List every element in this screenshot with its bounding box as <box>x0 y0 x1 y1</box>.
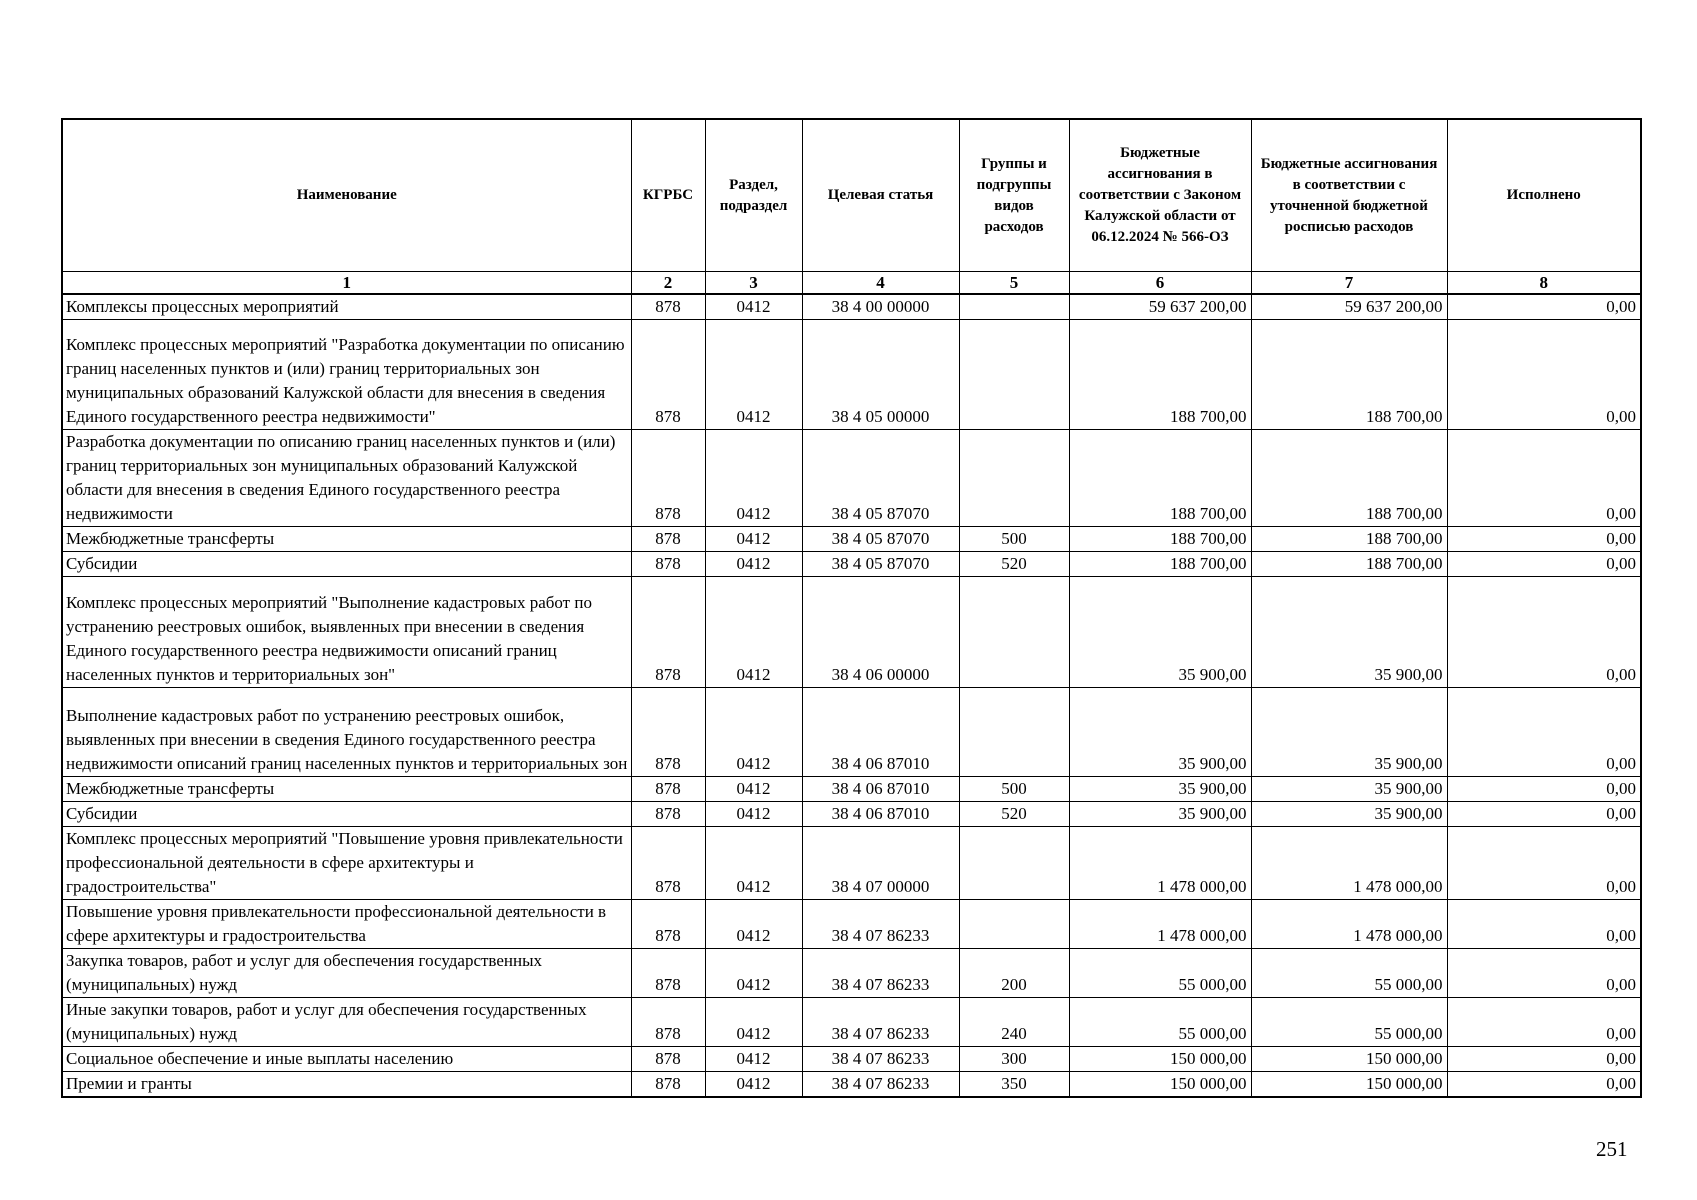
cell-executed: 0,00 <box>1447 827 1641 900</box>
header-name: Наименование <box>62 119 631 272</box>
cell-revised-allocation: 35 900,00 <box>1251 802 1447 827</box>
cell-revised-allocation: 55 000,00 <box>1251 949 1447 998</box>
cell-name: Субсидии <box>62 802 631 827</box>
cell-target-article: 38 4 06 87010 <box>802 777 959 802</box>
header-expense-group: Группы и подгруппы видов расходов <box>959 119 1069 272</box>
cell-name: Комплекс процессных мероприятий "Выполнение кадастровых работ по устранению реестровых ошибок, выявленных при внесении в сведения Единого государственного реестра недвижимости описаний границ населенных пунктов и территориальных зон" <box>62 577 631 688</box>
cell-kgrbs: 878 <box>631 998 705 1047</box>
cell-kgrbs: 878 <box>631 320 705 430</box>
header-law-allocation: Бюджетные ассигнования в соответствии с Законом Калужской области от 06.12.2024 № 566-ОЗ <box>1069 119 1251 272</box>
cell-section: 0412 <box>705 998 802 1047</box>
cell-name: Выполнение кадастровых работ по устранению реестровых ошибок, выявленных при внесении в сведения Единого государственного реестра недвижимости описаний границ населенных пунктов и территориальных зон <box>62 688 631 777</box>
cell-section: 0412 <box>705 577 802 688</box>
cell-section: 0412 <box>705 552 802 577</box>
cell-kgrbs: 878 <box>631 777 705 802</box>
cell-expense-group <box>959 577 1069 688</box>
cell-executed: 0,00 <box>1447 320 1641 430</box>
cell-section: 0412 <box>705 1072 802 1098</box>
table-row <box>62 320 1641 430</box>
cell-target-article: 38 4 07 86233 <box>802 1047 959 1072</box>
cell-law-allocation: 188 700,00 <box>1069 430 1251 527</box>
cell-law-allocation: 188 700,00 <box>1069 552 1251 577</box>
cell-law-allocation: 55 000,00 <box>1069 949 1251 998</box>
table-row <box>62 527 1641 552</box>
cell-kgrbs: 878 <box>631 1072 705 1098</box>
header-section: Раздел, подраздел <box>705 119 802 272</box>
table-body <box>62 272 1641 1098</box>
cell-executed: 0,00 <box>1447 527 1641 552</box>
cell-executed: 0,00 <box>1447 294 1641 320</box>
cell-law-allocation: 35 900,00 <box>1069 688 1251 777</box>
cell-executed: 0,00 <box>1447 688 1641 777</box>
cell-kgrbs: 878 <box>631 688 705 777</box>
cell-expense-group: 200 <box>959 949 1069 998</box>
cell-executed: 0,00 <box>1447 1047 1641 1072</box>
table-row <box>62 294 1641 320</box>
cell-section: 0412 <box>705 827 802 900</box>
cell-revised-allocation: 35 900,00 <box>1251 777 1447 802</box>
cell-expense-group <box>959 688 1069 777</box>
table-row <box>62 1047 1641 1072</box>
cell-executed: 0,00 <box>1447 777 1641 802</box>
cell-kgrbs: 878 <box>631 577 705 688</box>
cell-expense-group: 500 <box>959 777 1069 802</box>
cell-revised-allocation: 1 478 000,00 <box>1251 827 1447 900</box>
cell-target-article: 38 4 06 87010 <box>802 802 959 827</box>
column-number: 4 <box>802 272 959 295</box>
cell-name: Субсидии <box>62 552 631 577</box>
cell-section: 0412 <box>705 320 802 430</box>
table-row <box>62 430 1641 527</box>
cell-expense-group: 300 <box>959 1047 1069 1072</box>
cell-kgrbs: 878 <box>631 294 705 320</box>
cell-target-article: 38 4 06 87010 <box>802 688 959 777</box>
column-number: 5 <box>959 272 1069 295</box>
table-header <box>62 119 1641 272</box>
cell-law-allocation: 1 478 000,00 <box>1069 900 1251 949</box>
cell-target-article: 38 4 07 86233 <box>802 1072 959 1098</box>
table-row <box>62 688 1641 777</box>
cell-name: Иные закупки товаров, работ и услуг для обеспечения государственных (муниципальных) нужд <box>62 998 631 1047</box>
cell-law-allocation: 150 000,00 <box>1069 1047 1251 1072</box>
cell-section: 0412 <box>705 900 802 949</box>
cell-expense-group: 500 <box>959 527 1069 552</box>
cell-executed: 0,00 <box>1447 900 1641 949</box>
cell-kgrbs: 878 <box>631 1047 705 1072</box>
cell-target-article: 38 4 07 86233 <box>802 900 959 949</box>
cell-expense-group: 350 <box>959 1072 1069 1098</box>
budget-table <box>61 118 1642 1098</box>
table-row <box>62 998 1641 1047</box>
cell-revised-allocation: 188 700,00 <box>1251 552 1447 577</box>
cell-expense-group <box>959 294 1069 320</box>
cell-revised-allocation: 59 637 200,00 <box>1251 294 1447 320</box>
cell-name: Межбюджетные трансферты <box>62 777 631 802</box>
cell-target-article: 38 4 06 00000 <box>802 577 959 688</box>
cell-law-allocation: 188 700,00 <box>1069 527 1251 552</box>
cell-target-article: 38 4 07 86233 <box>802 998 959 1047</box>
cell-law-allocation: 35 900,00 <box>1069 777 1251 802</box>
cell-target-article: 38 4 00 00000 <box>802 294 959 320</box>
cell-law-allocation: 35 900,00 <box>1069 577 1251 688</box>
cell-executed: 0,00 <box>1447 802 1641 827</box>
cell-revised-allocation: 150 000,00 <box>1251 1072 1447 1098</box>
cell-kgrbs: 878 <box>631 900 705 949</box>
cell-expense-group <box>959 827 1069 900</box>
table-row <box>62 949 1641 998</box>
header-revised-allocation: Бюджетные ассигнования в соответствии с уточненной бюджетной росписью расходов <box>1251 119 1447 272</box>
cell-name: Комплекс процессных мероприятий "Повышение уровня привлекательности профессиональной деятельности в сфере архитектуры и градостроительства" <box>62 827 631 900</box>
cell-executed: 0,00 <box>1447 552 1641 577</box>
cell-section: 0412 <box>705 688 802 777</box>
header-row <box>62 119 1641 272</box>
column-number-row <box>62 272 1641 295</box>
cell-section: 0412 <box>705 430 802 527</box>
cell-expense-group <box>959 320 1069 430</box>
header-target-article: Целевая статья <box>802 119 959 272</box>
cell-expense-group: 520 <box>959 552 1069 577</box>
cell-kgrbs: 878 <box>631 802 705 827</box>
column-number: 6 <box>1069 272 1251 295</box>
cell-expense-group <box>959 900 1069 949</box>
table-row <box>62 900 1641 949</box>
cell-executed: 0,00 <box>1447 949 1641 998</box>
cell-revised-allocation: 35 900,00 <box>1251 577 1447 688</box>
cell-section: 0412 <box>705 777 802 802</box>
cell-executed: 0,00 <box>1447 1072 1641 1098</box>
header-executed: Исполнено <box>1447 119 1641 272</box>
cell-executed: 0,00 <box>1447 577 1641 688</box>
cell-target-article: 38 4 07 00000 <box>802 827 959 900</box>
cell-kgrbs: 878 <box>631 949 705 998</box>
cell-name: Комплексы процессных мероприятий <box>62 294 631 320</box>
cell-revised-allocation: 188 700,00 <box>1251 320 1447 430</box>
cell-expense-group: 240 <box>959 998 1069 1047</box>
cell-target-article: 38 4 05 00000 <box>802 320 959 430</box>
cell-name: Повышение уровня привлекательности профессиональной деятельности в сфере архитектуры и градостроительства <box>62 900 631 949</box>
cell-revised-allocation: 188 700,00 <box>1251 430 1447 527</box>
cell-kgrbs: 878 <box>631 827 705 900</box>
cell-name: Премии и гранты <box>62 1072 631 1098</box>
cell-kgrbs: 878 <box>631 430 705 527</box>
cell-law-allocation: 59 637 200,00 <box>1069 294 1251 320</box>
cell-section: 0412 <box>705 1047 802 1072</box>
cell-section: 0412 <box>705 294 802 320</box>
cell-target-article: 38 4 07 86233 <box>802 949 959 998</box>
table-row <box>62 777 1641 802</box>
cell-section: 0412 <box>705 527 802 552</box>
table-row <box>62 1072 1641 1098</box>
column-number: 7 <box>1251 272 1447 295</box>
cell-target-article: 38 4 05 87070 <box>802 552 959 577</box>
column-number: 2 <box>631 272 705 295</box>
cell-revised-allocation: 188 700,00 <box>1251 527 1447 552</box>
header-kgrbs: КГРБС <box>631 119 705 272</box>
cell-expense-group <box>959 430 1069 527</box>
cell-kgrbs: 878 <box>631 552 705 577</box>
cell-law-allocation: 188 700,00 <box>1069 320 1251 430</box>
cell-name: Межбюджетные трансферты <box>62 527 631 552</box>
column-number: 1 <box>62 272 631 295</box>
cell-section: 0412 <box>705 949 802 998</box>
cell-law-allocation: 35 900,00 <box>1069 802 1251 827</box>
cell-law-allocation: 1 478 000,00 <box>1069 827 1251 900</box>
cell-revised-allocation: 55 000,00 <box>1251 998 1447 1047</box>
cell-target-article: 38 4 05 87070 <box>802 527 959 552</box>
cell-section: 0412 <box>705 802 802 827</box>
cell-kgrbs: 878 <box>631 527 705 552</box>
cell-executed: 0,00 <box>1447 998 1641 1047</box>
table-row <box>62 552 1641 577</box>
cell-executed: 0,00 <box>1447 430 1641 527</box>
cell-target-article: 38 4 05 87070 <box>802 430 959 527</box>
cell-revised-allocation: 1 478 000,00 <box>1251 900 1447 949</box>
table-row <box>62 802 1641 827</box>
table-row <box>62 827 1641 900</box>
cell-law-allocation: 55 000,00 <box>1069 998 1251 1047</box>
cell-revised-allocation: 35 900,00 <box>1251 688 1447 777</box>
cell-name: Комплекс процессных мероприятий "Разработка документации по описанию границ населенных пунктов и (или) границ территориальных зон муниципальных образований Калужской области для внесения в сведения Единого государственного реестра недвижимости" <box>62 320 631 430</box>
table-row <box>62 577 1641 688</box>
page-number: 251 <box>1596 1137 1628 1161</box>
column-number: 3 <box>705 272 802 295</box>
cell-name: Закупка товаров, работ и услуг для обеспечения государственных (муниципальных) нужд <box>62 949 631 998</box>
cell-revised-allocation: 150 000,00 <box>1251 1047 1447 1072</box>
cell-law-allocation: 150 000,00 <box>1069 1072 1251 1098</box>
cell-expense-group: 520 <box>959 802 1069 827</box>
cell-name: Разработка документации по описанию границ населенных пунктов и (или) границ территориальных зон муниципальных образований Калужской области для внесения в сведения Единого государственного реестра недвижимости <box>62 430 631 527</box>
column-number: 8 <box>1447 272 1641 295</box>
cell-name: Социальное обеспечение и иные выплаты населению <box>62 1047 631 1072</box>
